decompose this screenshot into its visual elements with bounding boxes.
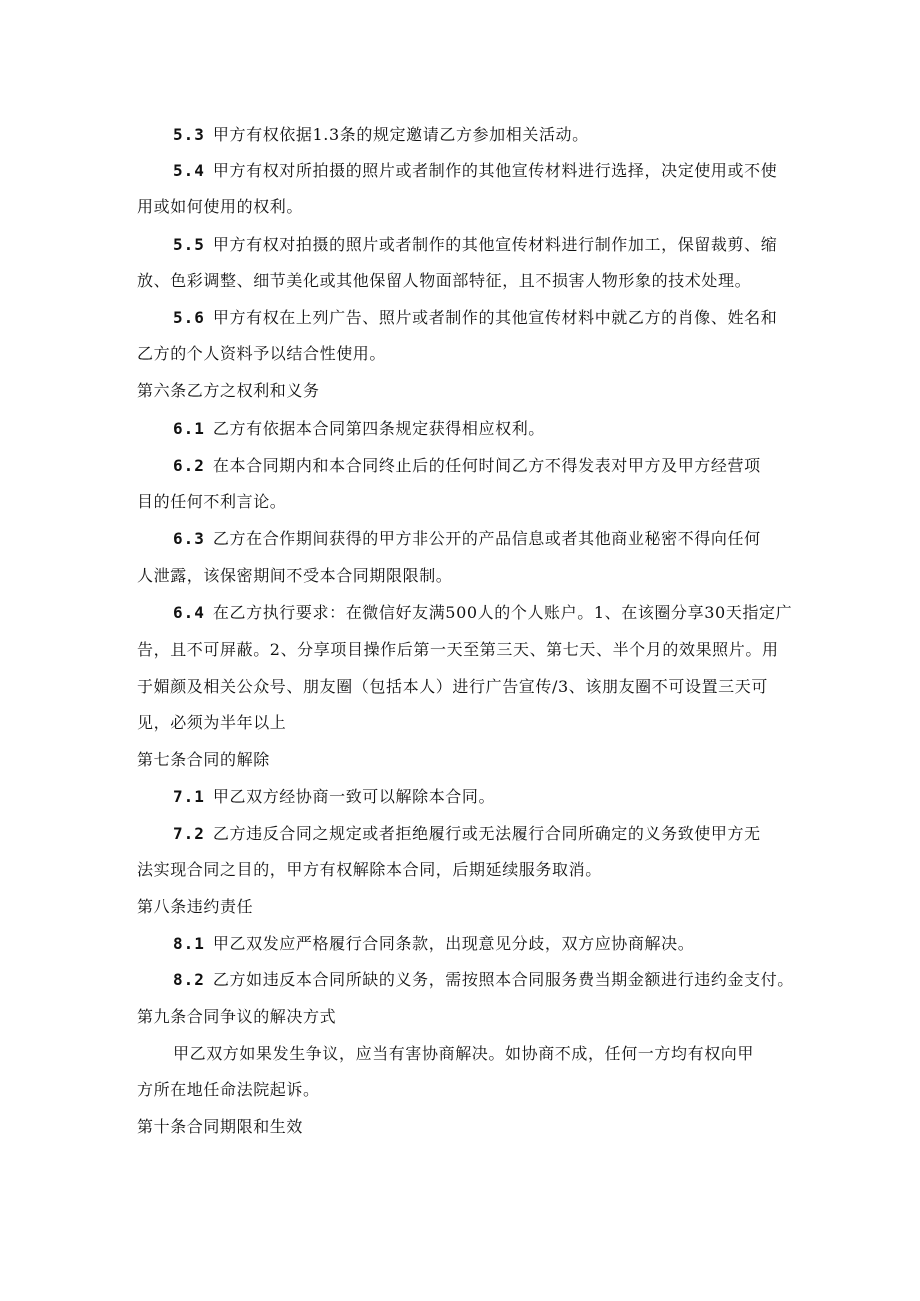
clause-number: 6.4 — [173, 603, 205, 622]
clause-5-6 — [173, 307, 833, 329]
clause-continuation: 用或如何使用的权利。 — [137, 197, 304, 216]
clause-continuation: 方所在地任命法院起诉。 — [137, 1080, 320, 1099]
section-heading-6: 第六条乙方之权利和义务 — [137, 381, 320, 400]
clause-continuation: 人泄露，该保密期间不受本合同期限限制。 — [137, 566, 453, 585]
clause-number: 6.3 — [173, 529, 205, 548]
section-heading-9: 第九条合同争议的解决方式 — [137, 1007, 337, 1026]
clause-6-1 — [173, 418, 833, 440]
clause-text: 甲乙双方经协商一致可以解除本合同。 — [212, 787, 496, 806]
clause-7-2 — [173, 823, 833, 845]
clause-6-4 — [173, 602, 833, 624]
clause-text: 甲乙双发应严格履行合同条款，出现意见分歧，双方应协商解决。 — [212, 934, 695, 953]
clause-number: 5.6 — [173, 308, 205, 327]
clause-number: 5.5 — [173, 235, 205, 254]
clause-6-2 — [173, 455, 833, 477]
clause-number: 5.3 — [173, 125, 205, 144]
clause-continuation: 见，必须为半年以上 — [137, 713, 287, 732]
clause-5-3 — [173, 124, 833, 146]
clause-text: 乙方有依据本合同第四条规定获得相应权利。 — [212, 419, 545, 438]
clause-text: 乙方违反合同之规定或者拒绝履行或无法履行合同所确定的义务致使甲方无 — [212, 824, 761, 843]
clause-number: 8.2 — [173, 970, 205, 989]
clause-5-4 — [173, 160, 833, 182]
clause-text: 甲方有权在上列广告、照片或者制作的其他宣传材料中就乙方的肖像、姓名和 — [212, 308, 778, 327]
clause-text: 甲方有权对拍摄的照片或者制作的其他宣传材料进行制作加工，保留裁剪、缩 — [212, 235, 778, 254]
clause-text: 甲方有权依据1.3条的规定邀请乙方参加相关活动。 — [212, 125, 589, 144]
paragraph-dispute: 甲乙双方如果发生争议，应当有害协商解决。如协商不成，任何一方均有权向甲 — [173, 1044, 755, 1063]
clause-7-1 — [173, 786, 833, 808]
section-heading-8: 第八条违约责任 — [137, 897, 254, 916]
clause-number: 5.4 — [173, 161, 205, 180]
clause-text: 在乙方执行要求：在微信好友满500人的个人账户。1、在该圈分享30天指定广 — [212, 603, 793, 622]
clause-number: 6.2 — [173, 456, 205, 475]
clause-5-5 — [173, 234, 833, 256]
clause-continuation: 于媚颜及相关公众号、朋友圈（包括本人）进行广告宣传/3、该朋友圈不可设置三天可 — [137, 677, 768, 696]
clause-text: 甲方有权对所拍摄的照片或者制作的其他宣传材料进行选择，决定使用或不使 — [212, 161, 778, 180]
clause-text: 乙方在合作期间获得的甲方非公开的产品信息或者其他商业秘密不得向任何 — [212, 529, 761, 548]
clause-number: 6.1 — [173, 419, 205, 438]
clause-8-1 — [173, 933, 833, 955]
clause-number: 7.2 — [173, 824, 205, 843]
clause-number: 8.1 — [173, 934, 205, 953]
clause-continuation: 乙方的个人资料予以结合性使用。 — [137, 344, 387, 363]
clause-number: 7.1 — [173, 787, 205, 806]
section-heading-7: 第七条合同的解除 — [137, 750, 270, 769]
clause-text: 乙方如违反本合同所缺的义务，需按照本合同服务费当期金额进行违约金支付。 — [212, 970, 794, 989]
clause-continuation: 法实现合同之目的，甲方有权解除本合同，后期延续服务取消。 — [137, 860, 602, 879]
clause-text: 在本合同期内和本合同终止后的任何时间乙方不得发表对甲方及甲方经营项 — [212, 456, 761, 475]
clause-continuation: 目的任何不利言论。 — [137, 492, 287, 511]
clause-6-3 — [173, 528, 833, 550]
clause-continuation: 告，且不可屏蔽。2、分享项目操作后第一天至第三天、第七天、半个月的效果照片。用 — [137, 640, 779, 659]
clause-continuation: 放、色彩调整、细节美化或其他保留人物面部特征，且不损害人物形象的技术处理。 — [137, 271, 752, 290]
clause-8-2 — [173, 969, 833, 991]
section-heading-10: 第十条合同期限和生效 — [137, 1117, 304, 1136]
